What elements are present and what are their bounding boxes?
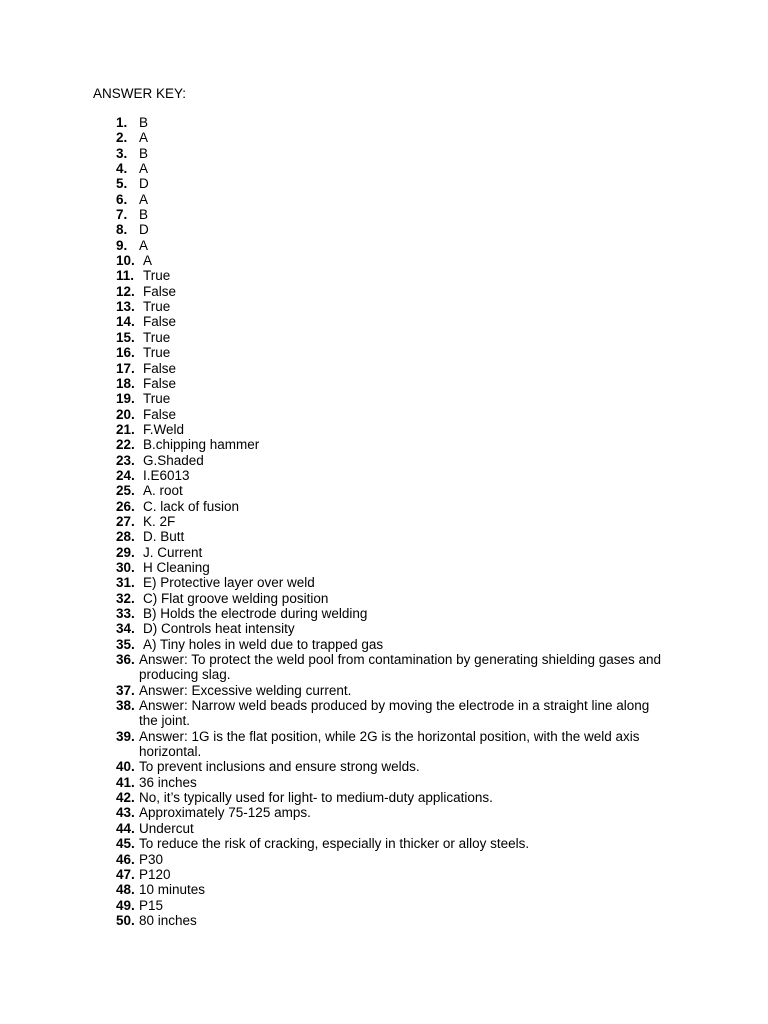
- list-item: [116, 222, 676, 237]
- list-item: [116, 499, 676, 514]
- item-number: 36.: [116, 652, 135, 668]
- item-number: 13.: [116, 299, 135, 315]
- item-answer: True: [143, 391, 171, 407]
- item-number: 22.: [116, 437, 135, 453]
- item-number: 35.: [116, 636, 135, 652]
- item-answer: False: [143, 406, 177, 422]
- item-answer: H Cleaning: [143, 559, 210, 575]
- list-item: [116, 898, 669, 913]
- list-item: [116, 683, 669, 698]
- item-answer: Answer: Excessive welding current.: [139, 682, 352, 698]
- item-answer: D) Controls heat intensity: [143, 621, 295, 637]
- list-item: [116, 115, 676, 130]
- item-number: 40.: [116, 759, 135, 775]
- list-item: [116, 483, 676, 498]
- item-number: 21.: [116, 421, 135, 437]
- item-answer: False: [143, 375, 177, 391]
- item-number: 3.: [116, 145, 128, 161]
- item-number: 43.: [116, 805, 135, 821]
- list-item: [116, 606, 676, 621]
- item-answer: P120: [139, 866, 171, 882]
- list-item: [116, 146, 676, 161]
- item-answer: To prevent inclusions and ensure strong welds.: [139, 759, 420, 775]
- list-item: [116, 330, 676, 345]
- item-answer: G.Shaded: [143, 452, 204, 468]
- list-item: [116, 238, 676, 253]
- item-number: 37.: [116, 682, 135, 698]
- item-number: 44.: [116, 820, 135, 836]
- item-number: 2.: [116, 130, 128, 146]
- list-item: [116, 345, 676, 360]
- item-number: 33.: [116, 606, 135, 621]
- item-number: 30.: [116, 559, 135, 575]
- list-item: [116, 852, 669, 867]
- list-item: [116, 268, 676, 283]
- item-answer: P15: [139, 897, 164, 913]
- item-number: 7.: [116, 207, 128, 223]
- item-answer: B: [139, 207, 149, 223]
- item-answer: D. Butt: [143, 529, 185, 545]
- item-answer: A: [139, 191, 149, 207]
- list-item: [116, 913, 669, 928]
- item-number: 14.: [116, 314, 135, 330]
- item-answer: P30: [139, 851, 164, 867]
- list-item: [116, 299, 676, 314]
- list-item: [116, 437, 676, 452]
- item-answer: D: [139, 222, 149, 238]
- list-item: [116, 407, 676, 422]
- item-number: 11.: [116, 268, 135, 284]
- item-answer: False: [143, 314, 177, 330]
- item-number: 18.: [116, 375, 135, 391]
- item-answer: B: [139, 115, 149, 130]
- list-item: [116, 821, 669, 836]
- item-answer: 10 minutes: [139, 882, 206, 898]
- list-item: [116, 314, 676, 329]
- item-answer: F.Weld: [143, 421, 185, 437]
- item-number: 17.: [116, 360, 135, 376]
- list-item: [116, 790, 669, 805]
- item-number: 38.: [116, 698, 135, 714]
- list-item: [116, 529, 676, 544]
- item-number: 24.: [116, 467, 135, 483]
- item-number: 47.: [116, 866, 135, 882]
- list-item: [116, 729, 669, 760]
- list-item: [116, 453, 676, 468]
- list-item: [116, 775, 669, 790]
- item-answer: C. lack of fusion: [143, 498, 240, 514]
- item-number: 34.: [116, 621, 135, 637]
- list-item: [116, 867, 669, 882]
- item-answer: Approximately 75-125 amps.: [139, 805, 311, 821]
- list-item: [116, 468, 676, 483]
- item-answer: B) Holds the electrode during welding: [143, 606, 368, 621]
- item-number: 12.: [116, 283, 135, 299]
- item-answer: True: [143, 299, 171, 315]
- item-number: 46.: [116, 851, 135, 867]
- list-item: [116, 253, 676, 268]
- item-number: 32.: [116, 590, 135, 606]
- item-number: 9.: [116, 237, 128, 253]
- list-item: [116, 805, 669, 820]
- list-item: [116, 284, 676, 299]
- item-number: 1.: [116, 115, 128, 130]
- list-item: [116, 192, 676, 207]
- list-item: [116, 176, 676, 191]
- item-answer: True: [143, 268, 171, 284]
- list-item: [116, 759, 669, 774]
- list-item: [116, 560, 676, 575]
- item-number: 49.: [116, 897, 135, 913]
- item-number: 27.: [116, 513, 135, 529]
- item-number: 25.: [116, 483, 135, 499]
- list-item: [116, 361, 676, 376]
- item-answer: A) Tiny holes in weld due to trapped gas: [143, 636, 384, 652]
- item-number: 23.: [116, 452, 135, 468]
- item-number: 16.: [116, 345, 135, 361]
- answer-list: [116, 115, 676, 928]
- item-answer: K. 2F: [143, 513, 176, 529]
- list-item: [116, 637, 676, 652]
- item-number: 4.: [116, 161, 128, 177]
- item-answer: 36 inches: [139, 774, 197, 790]
- item-number: 48.: [116, 882, 135, 898]
- item-answer: True: [143, 329, 171, 345]
- list-item: [116, 698, 669, 729]
- item-number: 26.: [116, 498, 135, 514]
- item-number: 6.: [116, 191, 128, 207]
- item-number: 50.: [116, 912, 135, 928]
- item-answer: A: [139, 130, 149, 146]
- item-number: 20.: [116, 406, 135, 422]
- item-number: 5.: [116, 176, 128, 192]
- list-item: [116, 207, 676, 222]
- item-number: 29.: [116, 544, 135, 560]
- item-answer: Answer: Narrow weld beads produced by moving the electrode in a straight line along the joint.: [139, 698, 650, 729]
- item-answer: A. root: [143, 483, 183, 499]
- item-answer: Answer: 1G is the flat position, while 2G is the horizontal position, with the weld axis horizontal.: [139, 728, 640, 760]
- item-answer: No, it’s typically used for light- to medium-duty applications.: [139, 790, 493, 806]
- item-number: 8.: [116, 222, 128, 238]
- item-answer: A: [139, 161, 149, 177]
- page-title: ANSWER KEY:: [93, 86, 187, 101]
- item-number: 10.: [116, 253, 135, 269]
- item-answer: C) Flat groove welding position: [143, 590, 329, 606]
- item-answer: True: [143, 345, 171, 361]
- list-item: [116, 130, 676, 145]
- list-item: [116, 652, 669, 683]
- item-answer: Undercut: [139, 820, 194, 836]
- item-number: 39.: [116, 728, 135, 744]
- list-item: [116, 514, 676, 529]
- item-number: 28.: [116, 529, 135, 545]
- item-number: 15.: [116, 329, 135, 345]
- list-item: [116, 391, 676, 406]
- item-answer: I.E6013: [143, 467, 190, 483]
- item-number: 42.: [116, 790, 135, 806]
- item-answer: Answer: To protect the weld pool from contamination by generating shielding gases and producing slag.: [139, 652, 662, 683]
- item-answer: B.chipping hammer: [143, 437, 260, 453]
- item-number: 41.: [116, 774, 135, 790]
- item-answer: 80 inches: [139, 912, 197, 928]
- item-answer: To reduce the risk of cracking, especially in thicker or alloy steels.: [139, 836, 530, 852]
- list-item: [116, 836, 669, 851]
- list-item: [116, 575, 676, 590]
- item-answer: J. Current: [143, 544, 203, 560]
- item-answer: D: [139, 176, 149, 192]
- item-number: 31.: [116, 575, 135, 591]
- item-number: 19.: [116, 391, 135, 407]
- item-number: 45.: [116, 836, 135, 852]
- list-item: [116, 882, 669, 897]
- list-item: [116, 376, 676, 391]
- item-answer: A: [139, 237, 149, 253]
- item-answer: A: [143, 253, 153, 269]
- item-answer: False: [143, 283, 177, 299]
- list-item: [116, 621, 676, 636]
- item-answer: False: [143, 360, 177, 376]
- list-item: [116, 422, 676, 437]
- list-item: [116, 161, 676, 176]
- list-item: [116, 591, 676, 606]
- list-item: [116, 545, 676, 560]
- item-answer: E) Protective layer over weld: [143, 575, 315, 591]
- item-answer: B: [139, 145, 149, 161]
